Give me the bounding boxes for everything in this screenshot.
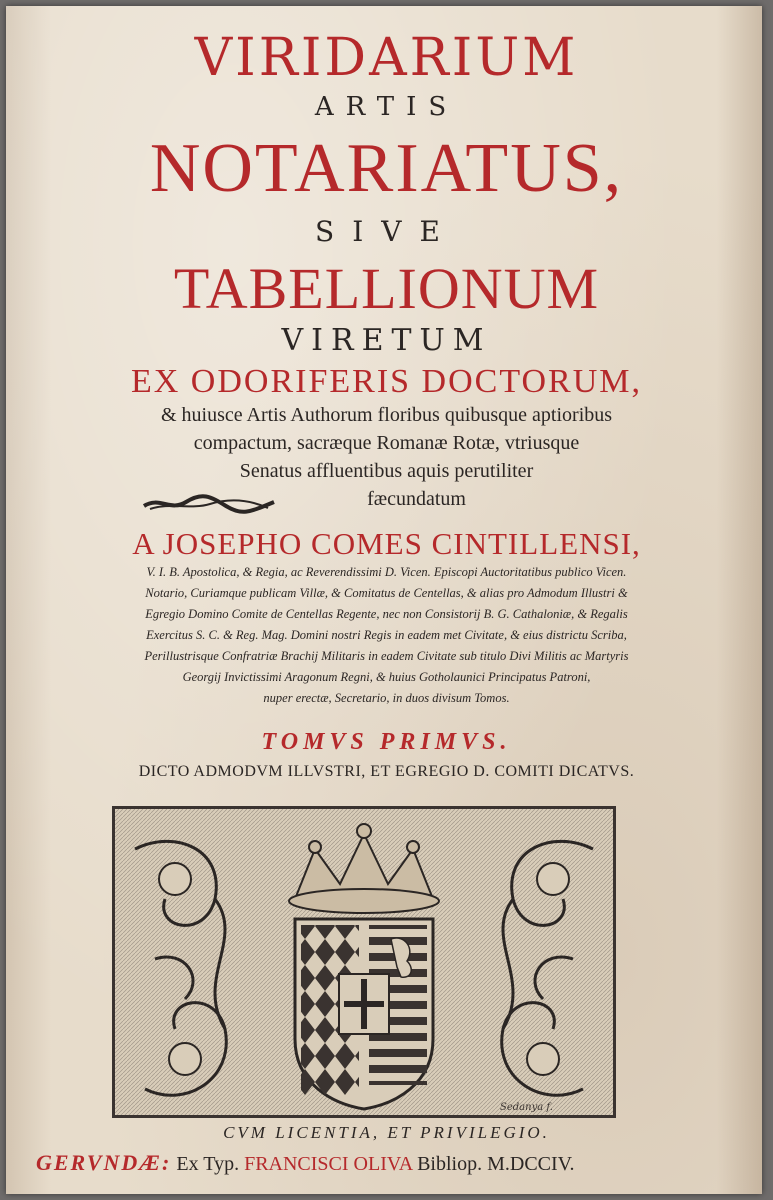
title-viretum: VIRETUM xyxy=(281,323,492,358)
dedication: DICTO ADMODVM ILLVSTRI, ET EGREGIO D. COMITI DICATVS. xyxy=(138,763,635,780)
author-bio-6: Georgij Invictissimi Aragonum Regni, & huius Gotholaunici Principatus Patroni, xyxy=(182,670,591,684)
title-sive: SIVE xyxy=(315,215,458,248)
title-notariatus: NOTARIATUS, xyxy=(149,130,624,207)
imprint-city: GERVNDÆ: xyxy=(36,1150,172,1175)
author-bio-1: V. I. B. Apostolica, & Regia, ac Reverendissimi D. Vicen. Episcopi Auctoritatibus publico Vicen. xyxy=(146,565,627,579)
subtitle-line-1: & huiusce Artis Authorum floribus quibusque aptioribus xyxy=(160,404,613,426)
subtitle-line-2: compactum, sacræque Romanæ Rotæ, vtriusque xyxy=(193,432,580,454)
title-viridarium: VIRIDARIUM xyxy=(194,28,579,88)
subtitle-line-4: fæcundatum xyxy=(367,488,466,510)
imprint-line xyxy=(0,1152,773,1174)
author-bio-4: Exercitus S. C. & Reg. Mag. Domini nostri Regis in eadem met Civitate, & eius districtu Scriba, xyxy=(146,628,627,642)
imprint-typ: Ex Typ. xyxy=(171,1153,245,1175)
author-bio-7: nuper erectæ, Secretario, in duos divisum Tomos. xyxy=(263,691,510,705)
author-bio-5: Perillustrisque Confratriæ Brachij Militaris in eadem Civitate sub titulo Divi Militis ac Martyris xyxy=(144,649,629,663)
engraver-signature: Sedanya f. xyxy=(500,1102,553,1113)
title-tabellionum: TABELLIONUM xyxy=(173,256,600,321)
imprint-rest: Bibliop. M.DCCIV. xyxy=(412,1153,575,1175)
imprint-printer: FRANCISCI OLIVA xyxy=(244,1153,413,1175)
title-artis: ARTIS xyxy=(314,92,459,122)
license-line: CVM LICENTIA, ET PRIVILEGIO. xyxy=(223,1123,550,1142)
title-ex-odoriferis: EX ODORIFERIS DOCTORUM, xyxy=(130,363,643,400)
subtitle-line-3: Senatus affluentibus aquis perutiliter xyxy=(239,460,534,482)
coat-of-arms-engraving xyxy=(112,806,616,1118)
author-bio-2: Notario, Curiamque publicam Villæ, & Comitatus de Centellas, & alias pro Admodum Illustri & xyxy=(145,586,628,600)
tomus-primus: TOMVS PRIMVS. xyxy=(261,729,512,755)
author-bio-3: Egregio Domino Comite de Centellas Regente, nec non Consistorij B. G. Cathaloniæ, & Regalis xyxy=(145,607,628,621)
coat-of-arms-illustration xyxy=(115,809,613,1115)
author-name: A JOSEPHO COMES CINTILLENSI, xyxy=(132,526,641,561)
